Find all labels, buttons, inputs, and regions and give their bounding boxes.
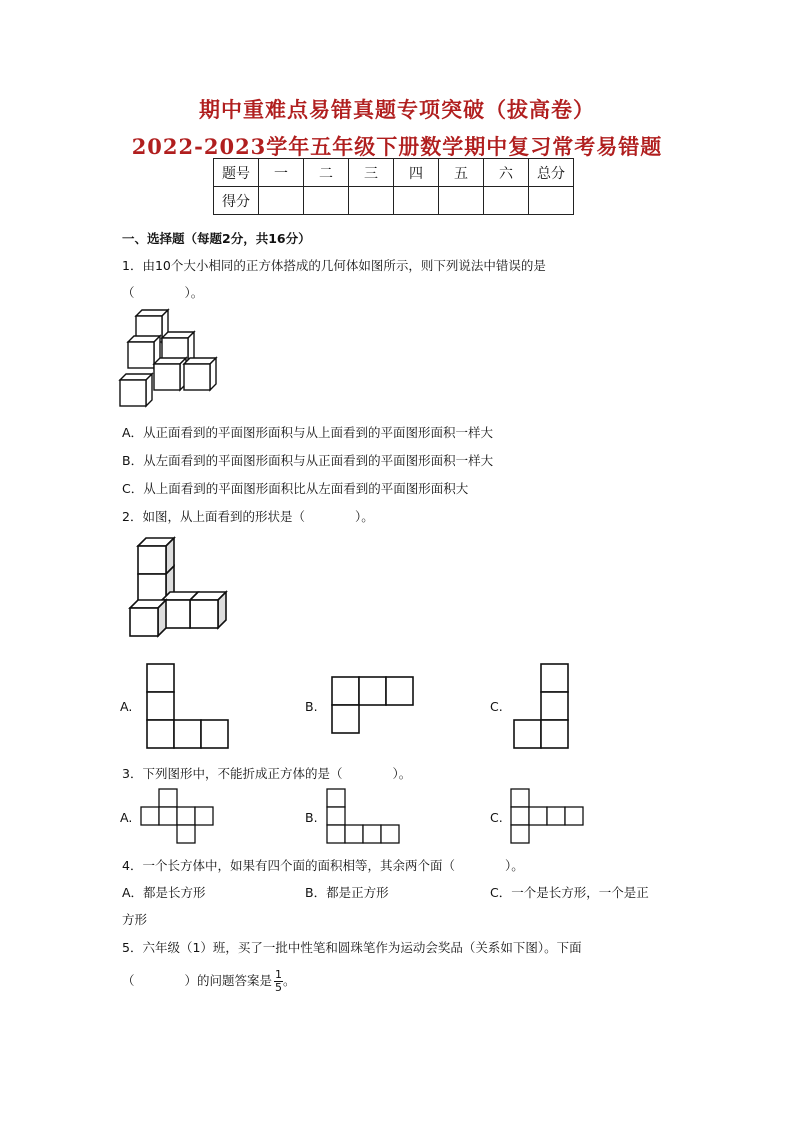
q3-option-c-net[interactable] bbox=[510, 788, 588, 846]
q1-option-c[interactable]: C．从上面看到的平面图形面积比从左面看到的平面图形面积大 bbox=[122, 481, 469, 496]
q3-option-a-label[interactable]: A. bbox=[120, 810, 133, 825]
q2-option-a-label[interactable]: A. bbox=[120, 699, 133, 714]
q5-fraction bbox=[274, 969, 283, 994]
q2-option-b-label[interactable]: B. bbox=[305, 699, 318, 714]
q3-option-b-net[interactable] bbox=[326, 788, 404, 846]
q5-fraction-denominator: 5 bbox=[275, 981, 283, 994]
score-input-cell[interactable] bbox=[349, 187, 394, 215]
score-cell: 二 bbox=[304, 159, 349, 187]
q4-option-c-continued: 方形 bbox=[122, 912, 148, 927]
q3-option-c-label[interactable]: C. bbox=[490, 810, 503, 825]
q5-line-2 bbox=[122, 969, 296, 994]
score-cell: 得分 bbox=[214, 187, 259, 215]
section-heading: 一、选择题（每题2分，共16分） bbox=[122, 231, 311, 246]
q2-stem: 2．如图，从上面看到的形状是（ ）。 bbox=[122, 509, 374, 524]
q4-option-c[interactable]: C．一个是长方形，一个是正 bbox=[490, 885, 649, 900]
q1-stem: 1．由10个大小相同的正方体搭成的几何体如图所示，则下列说法中错误的是 bbox=[122, 258, 546, 273]
q3-option-b-label[interactable]: B. bbox=[305, 810, 318, 825]
score-cell: 总分 bbox=[529, 159, 574, 187]
score-input-cell[interactable] bbox=[484, 187, 529, 215]
q3-option-a-net[interactable] bbox=[140, 788, 218, 846]
q3-stem: 3．下列图形中，不能折成正方体的是（ ）。 bbox=[122, 766, 412, 781]
score-cell: 五 bbox=[439, 159, 484, 187]
q2-cube-figure bbox=[126, 538, 230, 638]
q5-end: 。 bbox=[283, 973, 296, 988]
score-table-score-row bbox=[214, 187, 574, 215]
score-cell: 四 bbox=[394, 159, 439, 187]
q5-line-2-text: （ ）的问题答案是 bbox=[122, 973, 273, 988]
score-input-cell[interactable] bbox=[304, 187, 349, 215]
score-input-cell[interactable] bbox=[439, 187, 484, 215]
q2-option-c-label[interactable]: C. bbox=[490, 699, 503, 714]
score-cell: 一 bbox=[259, 159, 304, 187]
title-line-1: 期中重难点易错真题专项突破（拔高卷） bbox=[199, 97, 595, 122]
q2-option-b-figure[interactable] bbox=[331, 676, 415, 734]
q4-option-a[interactable]: A．都是长方形 bbox=[122, 885, 206, 900]
score-cell: 三 bbox=[349, 159, 394, 187]
score-input-cell[interactable] bbox=[529, 187, 574, 215]
q2-option-a-figure[interactable] bbox=[146, 663, 228, 749]
q4-stem: 4．一个长方体中，如果有四个面的面积相等，其余两个面（ ）。 bbox=[122, 858, 524, 873]
score-input-cell[interactable] bbox=[394, 187, 439, 215]
score-table-header-row bbox=[214, 159, 574, 187]
score-cell: 六 bbox=[484, 159, 529, 187]
q4-option-b[interactable]: B．都是正方形 bbox=[305, 885, 389, 900]
q1-option-b[interactable]: B．从左面看到的平面图形面积与从正面看到的平面图形面积一样大 bbox=[122, 453, 494, 468]
q1-option-a[interactable]: A．从正面看到的平面图形面积与从上面看到的平面图形面积一样大 bbox=[122, 425, 494, 440]
q1-cube-stack-figure bbox=[118, 308, 223, 410]
q5-fraction-numerator: 1 bbox=[275, 968, 283, 981]
q2-option-c-figure[interactable] bbox=[513, 663, 571, 749]
q5-stem: 5．六年级（1）班，买了一批中性笔和圆珠笔作为运动会奖品（关系如下图）。下面 bbox=[122, 940, 582, 955]
score-input-cell[interactable] bbox=[259, 187, 304, 215]
score-cell: 题号 bbox=[214, 159, 259, 187]
title-line-2: 2022-2023学年五年级下册数学期中复习常考易错题 bbox=[131, 134, 663, 159]
q1-blank: （ ）。 bbox=[122, 285, 204, 300]
score-table bbox=[213, 158, 574, 215]
